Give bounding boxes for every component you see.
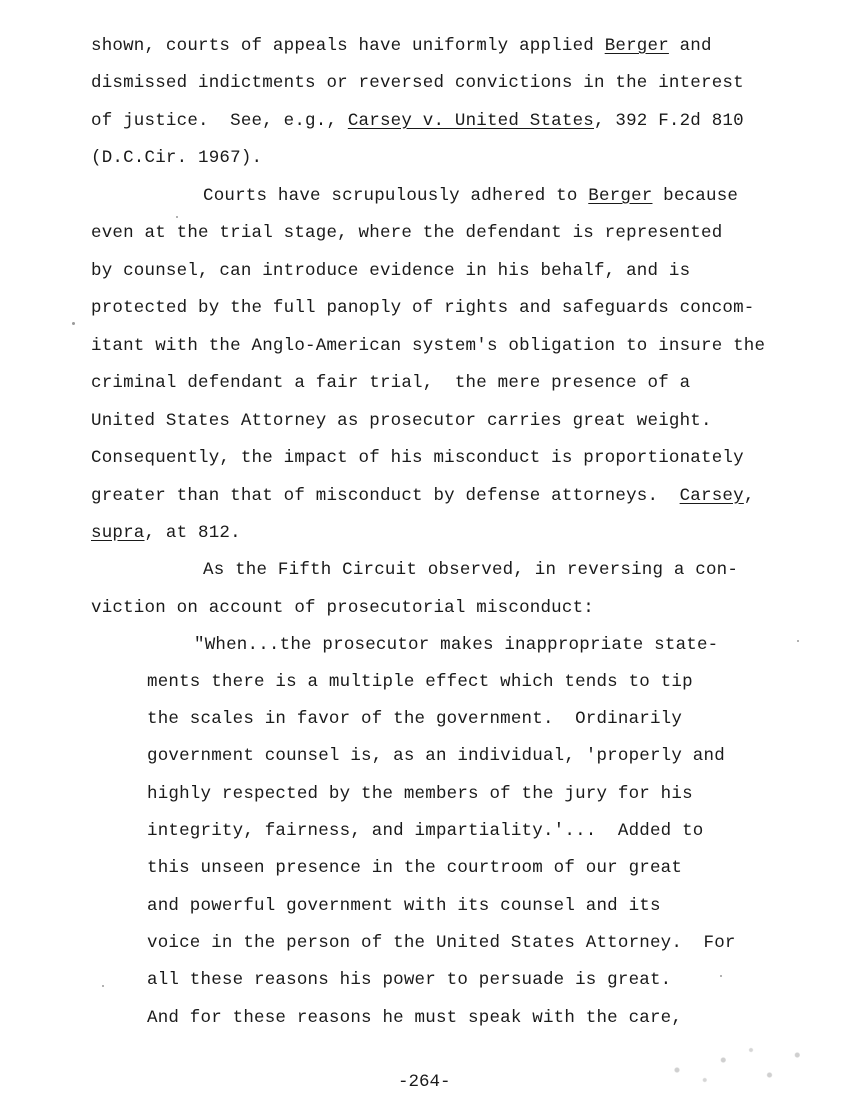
text-line: greater than that of misconduct by defense attorneys. Carsey,	[91, 486, 755, 506]
text-line: criminal defendant a fair trial, the mere presence of a	[91, 373, 691, 393]
scan-speck	[176, 216, 178, 218]
text-line: As the Fifth Circuit observed, in reversing a con-	[203, 560, 739, 580]
text-line: viction on account of prosecutorial misconduct:	[91, 598, 594, 618]
quote-line: voice in the person of the United States Attorney. For	[147, 933, 736, 953]
quote-line: this unseen presence in the courtroom of our great	[147, 858, 683, 878]
text-line: itant with the Anglo-American system's obligation to insure the	[91, 336, 766, 356]
text-line: Courts have scrupulously adhered to Berger because	[203, 186, 739, 206]
quote-line: "When...the prosecutor makes inappropriate state-	[194, 635, 719, 655]
text-line: even at the trial stage, where the defendant is represented	[91, 223, 723, 243]
scan-speck	[720, 975, 722, 977]
quote-line: And for these reasons he must speak with the care,	[147, 1008, 683, 1028]
text-line: shown, courts of appeals have uniformly applied Berger and	[91, 36, 712, 56]
text-line: United States Attorney as prosecutor carries great weight.	[91, 411, 712, 431]
scan-speck	[102, 985, 104, 987]
text-line: by counsel, can introduce evidence in his behalf, and is	[91, 261, 691, 281]
scan-noise	[640, 1040, 825, 1090]
page-number: -264-	[398, 1072, 451, 1092]
quote-line: all these reasons his power to persuade is great.	[147, 970, 672, 990]
quote-line: ments there is a multiple effect which tends to tip	[147, 672, 693, 692]
scan-speck	[797, 640, 799, 642]
quote-line: and powerful government with its counsel and its	[147, 896, 661, 916]
text-line: (D.C.Cir. 1967).	[91, 148, 263, 168]
scan-speck	[72, 322, 75, 325]
quote-line: the scales in favor of the government. Ordinarily	[147, 709, 683, 729]
text-line: protected by the full panoply of rights and safeguards concom-	[91, 298, 755, 318]
text-line: supra, at 812.	[91, 523, 241, 543]
text-line: Consequently, the impact of his misconduct is proportionately	[91, 448, 744, 468]
text-line: of justice. See, e.g., Carsey v. United States, 392 F.2d 810	[91, 111, 744, 131]
quote-line: integrity, fairness, and impartiality.'... Added to	[147, 821, 704, 841]
quote-line: government counsel is, as an individual, 'properly and	[147, 746, 725, 766]
quote-line: highly respected by the members of the jury for his	[147, 784, 693, 804]
text-line: dismissed indictments or reversed convictions in the interest	[91, 73, 744, 93]
